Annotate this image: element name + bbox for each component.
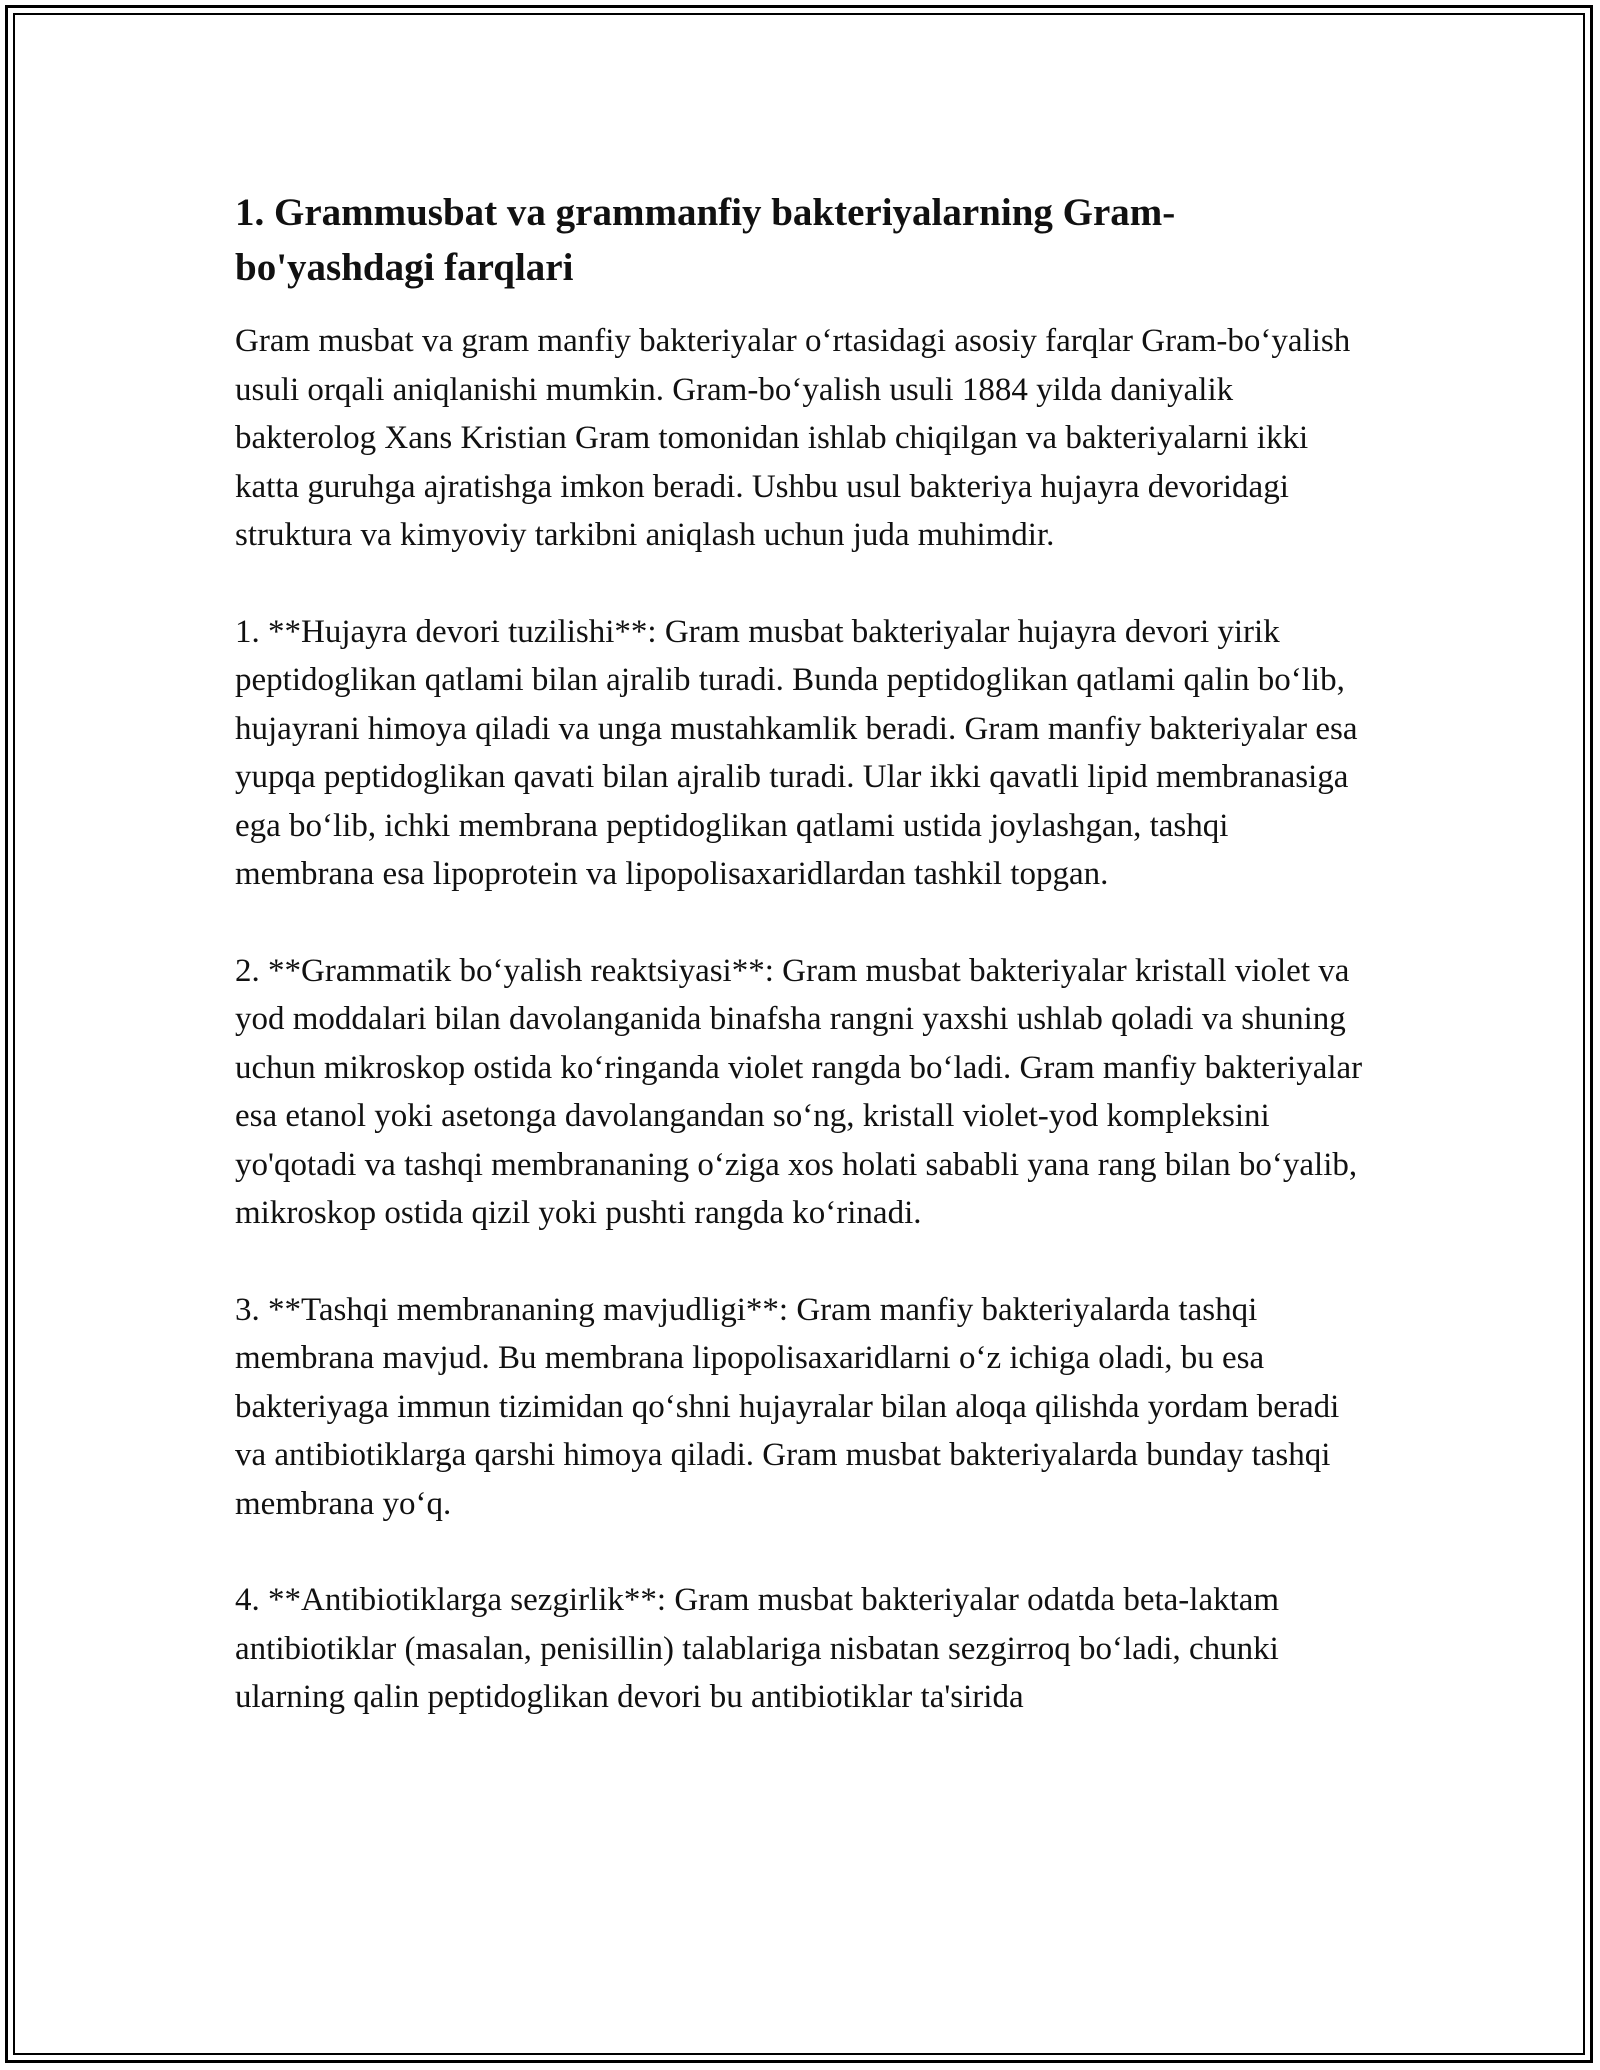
section-heading: 1. Grammusbat va grammanfiy bakteriyalarning Gram-bo'yashdagi farqlari — [235, 191, 1176, 289]
document-body — [235, 185, 1365, 1770]
intro-paragraph: Gram musbat va gram manfiy bakteriyalar o‘rtasidagi asosiy farqlar Gram-bo‘yalish usuli orqali aniqlanishi mumkin. Gram-bo‘yalish usuli 1884 yilda daniyalik bakterolog Xans Kristian Gram tomonidan ishlab chiqilgan va bakteriyalarni ikki katta guruhga ajratishga imkon beradi. Ushbu usul bakteriya hujayra devoridagi struktura va kimyoviy tarkibni aniqlash uchun juda muhimdir. — [235, 323, 1351, 553]
point-staining-reaction-paragraph: 2. **Grammatik bo‘yalish reaktsiyasi**: Gram musbat bakteriyalar kristall violet va yod moddalari bilan davolanganida binafsha rangni yaxshi ushlab qoladi va shuning uchun mikroskop ostida ko‘ringanda violet rangda bo‘ladi. Gram manfiy bakteriyalar esa etanol yoki asetonga davolangandan so‘ng, kristall violet-yod kompleksini yo'qotadi va tashqi membrananing o‘ziga xos holati sababli yana rang bilan bo‘yalib, mikroskop ostida qizil yoki pushti rangda ko‘rinadi. — [235, 952, 1363, 1231]
point-antibiotic-sensitivity-paragraph: 4. **Antibiotiklarga sezgirlik**: Gram musbat bakteriyalar odatda beta-laktam antibiotiklar (masalan, penisillin) talablariga nisbatan sezgirroq bo‘ladi, chunki ularning qalin peptidoglikan devori bu antibiotiklar ta'sirida — [235, 1582, 1280, 1715]
point-cell-wall-paragraph: 1. **Hujayra devori tuzilishi**: Gram musbat bakteriyalar hujayra devori yirik peptidoglikan qatlami bilan ajralib turadi. Bunda peptidoglikan qatlami qalin bo‘lib, hujayrani himoya qiladi va unga mustahkamlik beradi. Gram manfiy bakteriyalar esa yupqa peptidoglikan qavati bilan ajralib turadi. Ular ikki qavatli lipid membranasiga ega bo‘lib, ichki membrana peptidoglikan qatlami ustida joylashgan, tashqi membrana esa lipoprotein va lipopolisaxaridlardan tashkil topgan. — [235, 613, 1358, 892]
point-outer-membrane-paragraph: 3. **Tashqi membrananing mavjudligi**: Gram manfiy bakteriyalarda tashqi membrana mavjud. Bu membrana lipopolisaxaridlarni o‘z ichiga oladi, bu esa bakteriyaga immun tizimidan qo‘shni hujayralar bilan aloqa qilishda yordam beradi va antibiotiklarga qarshi himoya qiladi. Gram musbat bakteriyalarda bunday tashqi membrana yo‘q. — [235, 1291, 1340, 1522]
